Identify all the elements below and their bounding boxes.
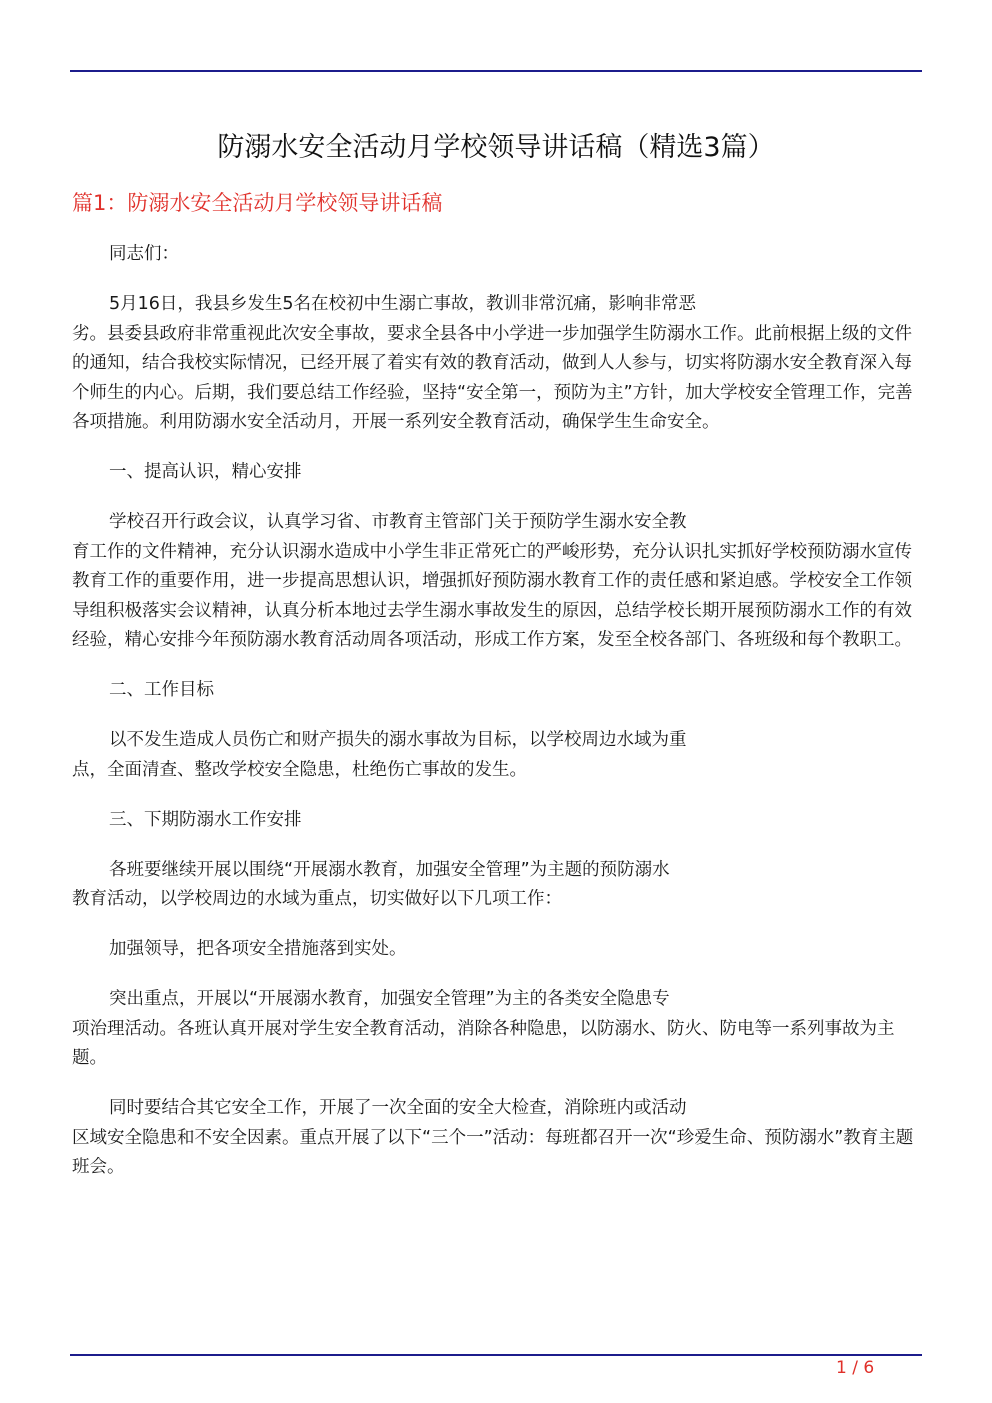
document-title: 防溺水安全活动月学校领导讲话稿（精选3篇） — [217, 132, 775, 163]
paragraph: 学校召开行政会议，认真学习省、市教育主管部门关于预防学生溺水安全教 育工作的文件精神，充分认识溺水造成中小学生非正常死亡的严峻形势，充分认识扎实抓好学校预防溺水宣传教育工作的重要作用，进一步提高思想认识，增强抓好预防溺水教育工作的责任感和紧迫感。学校安全工作领导组积极落实会议精神，认真分析本地过去学生溺水事故发生的原因，总结学校长期开展预防溺水工作的有效经验，精心安排今年预防溺水教育活动周各项活动，形成工作方案，发至全校各部门、各班级和每个教职工。 — [72, 512, 912, 650]
paragraph: 三、下期防溺水工作安排 — [109, 809, 302, 830]
section-heading: 篇1：防溺水安全活动月学校领导讲话稿 — [72, 191, 443, 215]
paragraph: 各班要继续开展以围绕“开展溺水教育，加强安全管理”为主题的预防溺水 教育活动，以学校周边的水域为重点，切实做好以下几项工作： — [72, 859, 670, 909]
paragraph: 一、提高认识，精心安排 — [109, 462, 302, 482]
paragraph: 加强领导，把各项安全措施落到实处。 — [109, 939, 407, 959]
paragraph: 同时要结合其它安全工作，开展了一次全面的安全大检查，消除班内或活动 区域安全隐患和不安全因素。重点开展了以下“三个一”活动：每班都召开一次“珍爱生命、预防溺水”教育主题班会。 — [72, 1098, 914, 1177]
paragraph: 同志们： — [109, 244, 179, 264]
paragraph: 二、工作目标 — [109, 680, 214, 700]
document-body — [72, 240, 920, 1203]
paragraph: 以不发生造成人员伤亡和财产损失的溺水事故为目标，以学校周边水域为重 点，全面清查、整改学校安全隐患，杜绝伤亡事故的发生。 — [72, 730, 687, 780]
footer-rule — [70, 1354, 922, 1356]
paragraph: 5月16日，我县乡发生5名在校初中生溺亡事故，教训非常沉痛，影响非常恶 劣。县委县政府非常重视此次安全事故，要求全县各中小学进一步加强学生防溺水工作。此前根据上级的文件的通知，结合我校实际情况，已经开展了着实有效的教育活动，做到人人参与，切实将防溺水安全教育深入每个师生的内心。后期，我们要总结工作经验，坚持“安全第一，预防为主”方针，加大学校安全管理工作，完善各项措施。利用防溺水安全活动月，开展一系列安全教育活动，确保学生生命安全。 — [72, 294, 913, 432]
header-rule — [70, 70, 922, 72]
page-number: 1 / 6 — [836, 1358, 875, 1378]
paragraph: 突出重点，开展以“开展溺水教育，加强安全管理”为主的各类安全隐患专 项治理活动。各班认真开展对学生安全教育活动，消除各种隐患，以防溺水、防火、防电等一系列事故为主题。 — [72, 989, 895, 1068]
